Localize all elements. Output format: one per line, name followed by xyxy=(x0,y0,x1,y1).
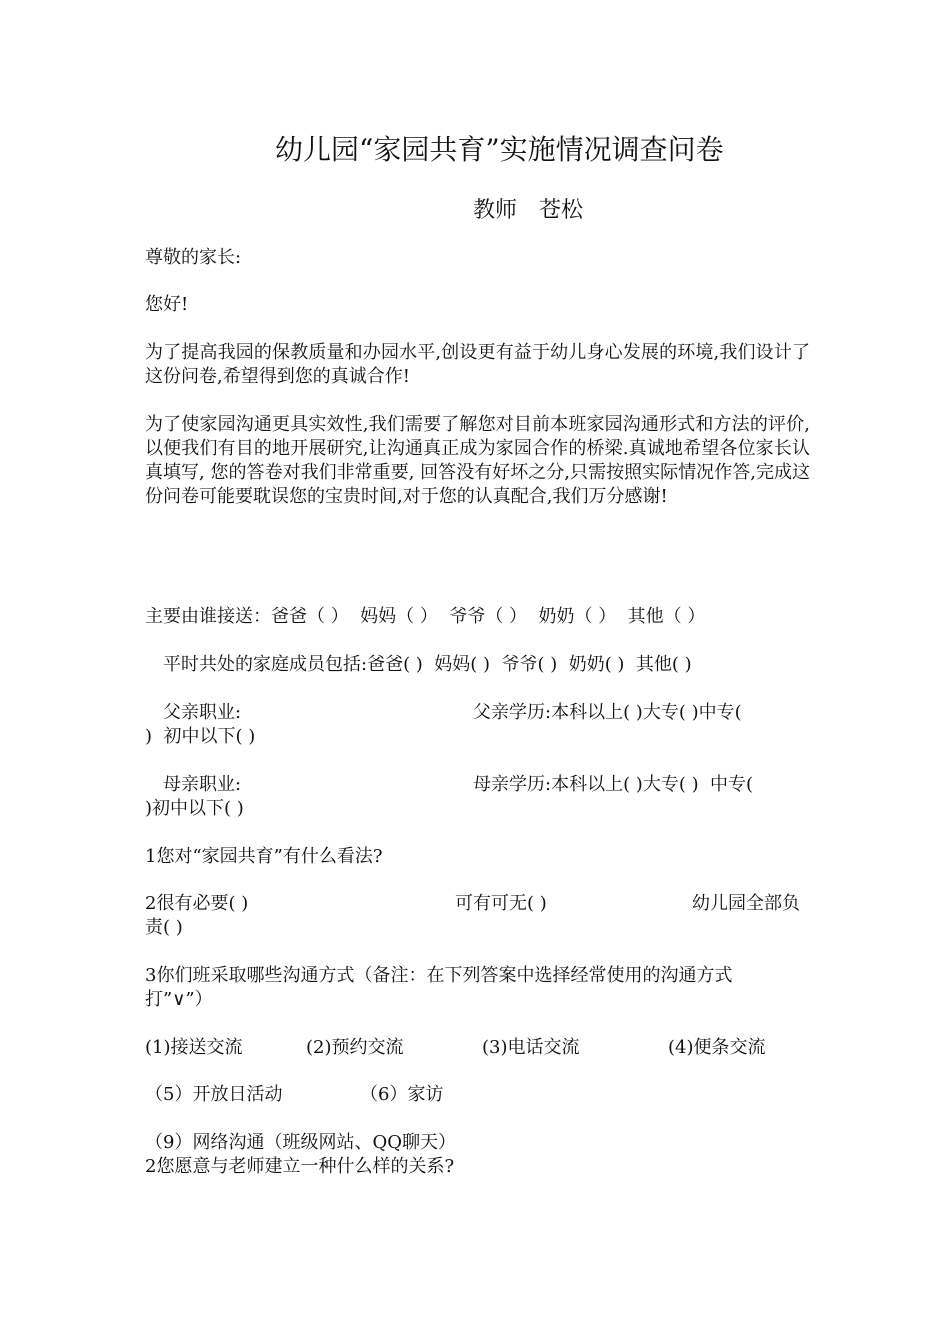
q2-option-c-cont: 责( ) xyxy=(145,917,183,938)
question-1: 1您对“家园共育”有什么看法? xyxy=(145,846,383,867)
mother-education-question-cont: )初中以下( ) xyxy=(145,798,244,819)
q2-option-b: 可有可无( ) xyxy=(455,893,547,914)
father-occupation-label: 父亲职业: xyxy=(163,702,242,723)
family-members-question: 平时共处的家庭成员包括:爸爸( ) 妈妈( ) 爷爷( ) 奶奶( ) 其他( ) xyxy=(163,654,692,675)
document-title: 幼儿园“家园共育”实施情况调查问卷 xyxy=(275,133,724,166)
intro-paragraph-2: 为了使家园沟通更具实效性,我们需要了解您对目前本班家园沟通形式和方法的评价,以便我们有目的地开展研究,让沟通真正成为家园合作的桥梁.真诚地希望各位家长认真填写, 您的答卷对我们非常重要, 回答没有好坏之分,只需按照实际情况作答,完成这份问卷可能要耽误您的宝贵时间,对于您的认真配合,我们万分感谢! xyxy=(145,414,810,507)
author-line: 教师 苍松 xyxy=(473,198,584,223)
option-3: (3)电话交流 xyxy=(482,1037,580,1058)
question-3-cont: 打”∨”） xyxy=(145,989,213,1010)
mother-education-question: 母亲学历:本科以上( )大专( ) 中专( xyxy=(473,774,754,795)
pickup-question: 主要由谁接送：爸爸（ ） 妈妈（ ） 爷爷（ ） 奶奶（ ） 其他（ ） xyxy=(145,606,706,627)
salutation: 尊敬的家长: xyxy=(145,247,242,268)
father-education-question: 父亲学历:本科以上( )大专( )中专( xyxy=(473,702,742,723)
option-9: （9）网络沟通（班级网站、QQ聊天） xyxy=(145,1132,456,1153)
intro-paragraph-1: 为了提高我园的保教质量和办园水平,创设更有益于幼儿身心发展的环境,我们设计了这份问卷,希望得到您的真诚合作! xyxy=(145,342,810,387)
option-1: (1)接送交流 xyxy=(145,1037,243,1058)
question-3: 3你们班采取哪些沟通方式（备注：在下列答案中选择经常使用的沟通方式 xyxy=(145,965,733,986)
option-6: （6）家访 xyxy=(360,1084,444,1105)
q2-option-a: 2很有必要( ) xyxy=(145,893,249,914)
greeting: 您好! xyxy=(145,294,189,315)
mother-occupation-label: 母亲职业: xyxy=(163,774,242,795)
q2-option-c: 幼儿园全部负 xyxy=(692,893,800,914)
option-2: (2)预约交流 xyxy=(306,1037,404,1058)
question-4: 2您愿意与老师建立一种什么样的关系? xyxy=(145,1156,455,1177)
father-education-question-cont: ) 初中以下( ) xyxy=(145,726,256,747)
option-4: (4)便条交流 xyxy=(668,1037,766,1058)
option-5: （5）开放日活动 xyxy=(145,1084,283,1105)
